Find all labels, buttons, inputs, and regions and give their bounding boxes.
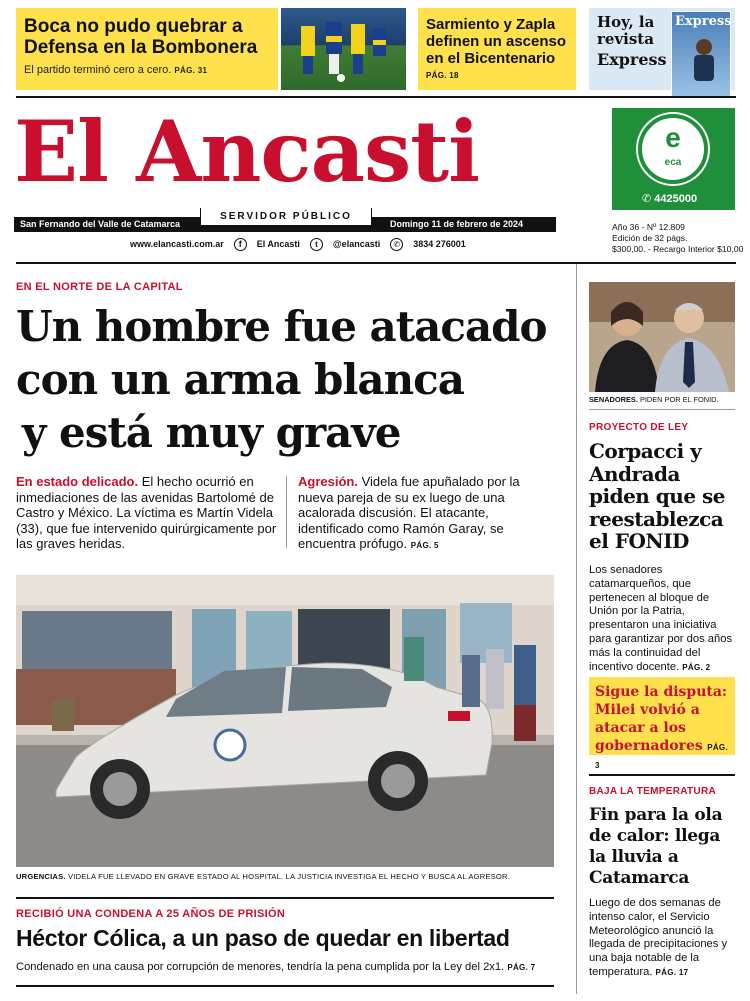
whatsapp-icon: ✆ <box>390 238 403 251</box>
sidebar-rule-1 <box>589 409 735 410</box>
sidebar-story1-headline[interactable]: Corpacci y Andrada piden que se reestablezca el FONID <box>589 439 725 553</box>
main-col2-lead: Agresión. <box>298 474 358 489</box>
edition-pages: Edición de 32 págs. <box>612 233 688 243</box>
main-col2-text: Videla fue apuñalado por la nueva pareja de su ex luego de una acalorada discusión. El atacante, identificado como Ramón Garay, se encuentra prófugo. <box>298 474 520 551</box>
magazine-name: Express <box>597 50 667 69</box>
edition-price: $300,00. - Recargo Interior $10,00 <box>612 244 744 254</box>
main-caption-lead: URGENCIAS. <box>16 872 66 881</box>
sidebar-story1-kicker: PROYECTO DE LEY <box>589 422 689 433</box>
bottom-headline[interactable]: Héctor Cólica, a un paso de quedar en libertad <box>16 925 510 951</box>
twitter-icon: t <box>310 238 323 251</box>
edition-year: Año 36 - Nº 12.809 <box>612 222 685 232</box>
masthead-date: Domingo 11 de febrero de 2024 <box>390 219 524 229</box>
main-photo <box>16 575 554 867</box>
bottom-sub: Condenado en una causa por corrupción de menores, tendría la pena cumplida por la Ley del 2x1. PÁG. 7 <box>16 961 536 973</box>
eca-logo-icon: e eca <box>638 114 708 184</box>
soccer-photo <box>281 8 406 90</box>
senators-photo <box>589 282 735 392</box>
sidebar-story2-kicker: BAJA LA TEMPERATURA <box>589 786 716 797</box>
main-photo-caption <box>16 872 510 881</box>
bottom-story-divider <box>16 897 554 899</box>
sidebar-story2-text: Luego de dos semanas de intenso calor, el Servicio Meteorológico anunció la llegada de precipitaciones y una baja notable de la temperatura. PÁG. 17 <box>589 897 728 978</box>
sidebar-box-page: PÁG. 3 <box>595 743 728 770</box>
sidebar-box-headline: Sigue la disputa: Milei volvió a atacar a los gobernadores <box>595 684 728 754</box>
whatsapp-link[interactable]: 3834 276001 <box>413 239 466 249</box>
magazine-cover-figure-icon <box>672 31 732 91</box>
teaser-sports-sub: El partido terminó cero a cero. PÁG. 31 <box>24 64 208 76</box>
twitter-link[interactable]: @elancasti <box>332 239 381 249</box>
teaser-second[interactable] <box>418 8 576 90</box>
facebook-icon: f <box>234 238 247 251</box>
magazine-cover <box>671 11 731 99</box>
main-headline[interactable] <box>16 300 571 459</box>
sidebar-story1-text: Los senadores catamarqueños, que pertenecen al bloque de Unión por la Patria, presentaron una iniciativa para garantizar por dos años más la continuidad del incentivo docente. PÁG. 2 <box>589 564 733 673</box>
masthead-contacts <box>130 236 466 252</box>
senators-caption: SENADORES. PIDEN POR EL FONID. <box>589 395 719 404</box>
website-link[interactable]: www.elancasti.com.ar <box>130 239 224 249</box>
sidebar-story2-headline[interactable]: Fin para la ola de calor: llega la lluvia a Catamarca <box>589 805 723 888</box>
teaser-second-page: PÁG. 18 <box>426 71 459 80</box>
edition-info <box>612 222 743 255</box>
main-headline-line-1: Un hombre fue atacado <box>16 302 547 351</box>
sidebar-vline <box>576 264 577 994</box>
magazine-text: Hoy, la revista <box>597 13 655 48</box>
facebook-link[interactable]: El Ancasti <box>256 239 300 249</box>
main-kicker: EN EL NORTE DE LA CAPITAL <box>16 281 183 293</box>
bottom-rule <box>16 985 554 987</box>
teaser-magazine[interactable] <box>589 8 735 90</box>
main-col-divider <box>286 476 287 548</box>
teaser-sports-headline: Boca no pudo quebrar a Defensa en la Bombonera <box>24 16 258 58</box>
masthead-motto: SERVIDOR PÚBLICO <box>200 208 372 226</box>
sidebar-rule-2 <box>589 774 735 776</box>
main-headline-line-3: y está muy grave <box>22 408 401 457</box>
masthead-title: El Ancasti <box>14 102 480 201</box>
sidebar-box[interactable] <box>589 677 735 770</box>
main-col1-text: El hecho ocurrió en inmediaciones de las avenidas Bartolomé de Castro y México. La víctima es Martín Videla (33), que fue intervenido quirúrgicamente por las graves heridas. <box>16 474 277 551</box>
main-headline-line-2: con un arma blanca <box>16 355 464 404</box>
main-caption-text: VIDELA FUE LLEVADO EN GRAVE ESTADO AL HOSPITAL. LA JUSTICIA INVESTIGA EL HECHO Y BUSCA AL AGRESOR. <box>68 872 511 881</box>
eca-phone: ✆ 4425000 <box>642 193 698 205</box>
magazine-cover-title: Express <box>675 14 732 29</box>
main-col2-page: PÁG. 5 <box>410 541 439 550</box>
bottom-kicker: RECIBIÓ UNA CONDENA A 25 AÑOS DE PRISIÓN <box>16 908 286 920</box>
teaser-sports[interactable] <box>16 8 278 90</box>
teaser-second-headline: Sarmiento y Zapla definen un ascenso en el Bicentenario <box>426 16 567 67</box>
main-col1-lead: En estado delicado. <box>16 474 139 489</box>
main-col1 <box>16 474 278 552</box>
eca-ad[interactable] <box>612 108 735 210</box>
eca-brand: eca <box>664 157 682 168</box>
main-col2 <box>298 474 534 554</box>
masthead-divider <box>16 262 736 264</box>
masthead-location: San Fernando del Valle de Catamarca <box>20 219 181 229</box>
